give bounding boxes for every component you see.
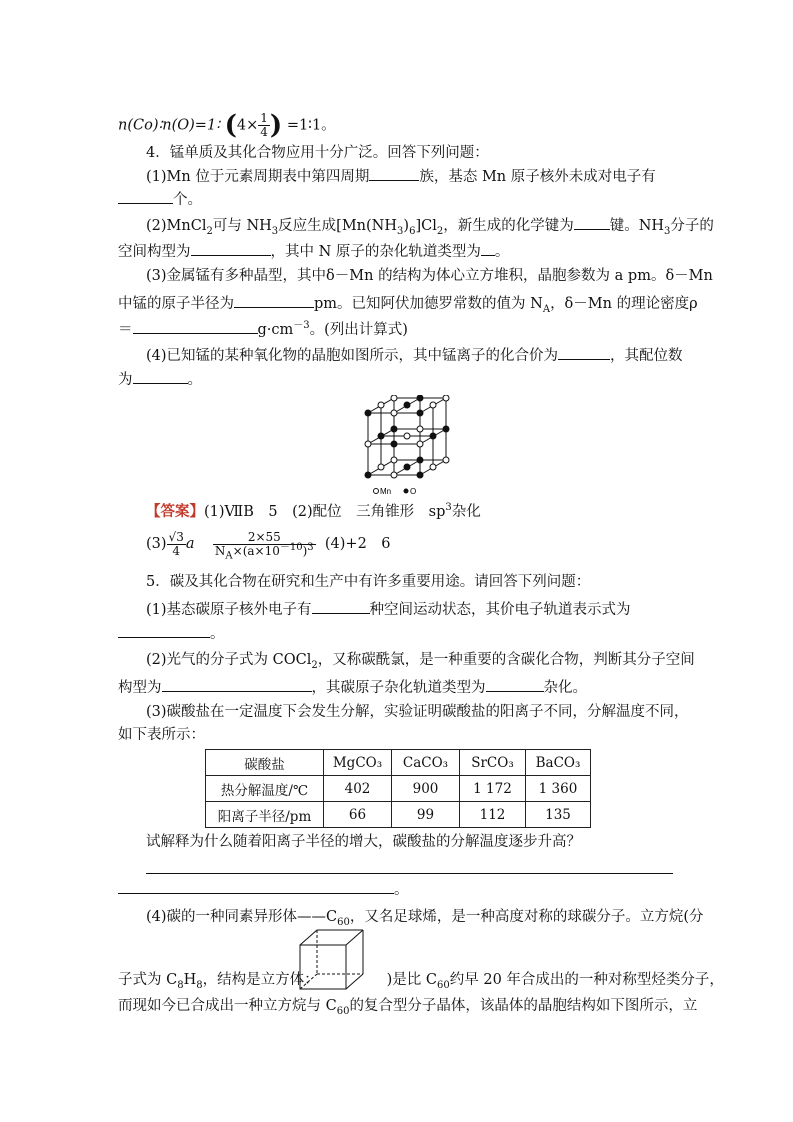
table-cell: 900 <box>392 776 460 802</box>
table-header-row <box>206 750 591 776</box>
legend-o: O <box>410 487 417 496</box>
sub: 2 <box>206 225 213 237</box>
q5-p1-blank-states[interactable] <box>312 598 370 614</box>
q4-p3-f: g·cm <box>257 322 294 338</box>
sub: 60 <box>336 1005 350 1017</box>
q4-p4-blank-coord[interactable] <box>133 368 188 384</box>
q4-p1-text-a: (1)Mn 位于元素周期表中第四周期 <box>146 169 370 185</box>
q4-p3-b: 中锰的原子半径为 <box>118 296 234 312</box>
answer-density-fraction: $\frac{2\times 55}{N_A\times(a\times 10^{-10})^3}$ <box>214 529 314 561</box>
sub: 8 <box>196 979 203 991</box>
sub: 2 <box>436 225 444 237</box>
q4-p2-i: 空间构型为 <box>118 244 191 260</box>
q4-part2-line2 <box>118 240 509 262</box>
q5-p4-a: (4)碳的一种同素异形体——C <box>146 909 338 925</box>
q5-answer-line2-row <box>118 878 409 900</box>
table-cell: 135 <box>526 802 591 828</box>
q5-p4-c: 子式为 C <box>118 972 178 988</box>
q5-part3-line1: (3)碳酸盐在一定温度下会发生分解，实验证明碳酸盐的阳离子不同，分解温度不同， <box>146 704 689 720</box>
q4-p2-f: ，新生成的化学键为 <box>443 218 574 234</box>
sub: 3 <box>397 225 404 237</box>
q4-p2-k: 。 <box>494 244 510 260</box>
answer-1: (1)ⅦB 5 (2)配位 三角锥形 sp <box>204 504 446 520</box>
table-cell: 112 <box>460 802 526 828</box>
q4-p2-blank-geometry[interactable] <box>191 240 271 256</box>
table-cell: 402 <box>324 776 392 802</box>
q4-p2-c: 反应生成[Mn(NH <box>278 218 398 234</box>
sub: 6 <box>409 225 416 237</box>
intro-ratio-line <box>118 112 336 139</box>
q4-p2-b: 可与 NH <box>212 218 272 234</box>
q5-answer-line-1[interactable] <box>146 873 673 874</box>
paren-content: 4× <box>236 117 259 134</box>
q4-p2-j: ，其中 N 原子的杂化轨道类型为 <box>270 244 481 260</box>
q5-p1-a: (1)基态碳原子核外电子有 <box>146 602 312 618</box>
q5-part4-line2 <box>118 970 724 990</box>
q4-p1-blank-unpaired[interactable] <box>118 188 173 204</box>
sub: 3 <box>664 225 671 237</box>
ratio-rhs: =1∶1。 <box>286 117 336 134</box>
sub: 2 <box>311 659 318 671</box>
q4-part1-line1 <box>146 165 656 187</box>
q5-p2-c: 构型为 <box>118 680 162 696</box>
q5-p2-e: 杂化。 <box>543 680 587 696</box>
sub: 8 <box>177 979 184 991</box>
table-header-cell: 碳酸盐 <box>206 750 324 776</box>
q4-p3-blank-density[interactable] <box>133 318 258 334</box>
sub: 60 <box>337 916 350 928</box>
q5-part4-line1 <box>146 907 704 927</box>
q4-p1-text-c: 个。 <box>173 192 202 208</box>
q5-p4-e: ，结构是立方体： <box>202 972 319 988</box>
table-header-cell: CaCO₃ <box>392 750 460 776</box>
sup: 3 <box>445 502 452 514</box>
sup: －3 <box>293 320 310 332</box>
q4-stem: 4．锰单质及其化合物应用十分广泛。回答下列问题： <box>146 145 489 161</box>
q5-part3-line2: 如下表所示： <box>118 727 205 743</box>
q5-p4-g: 约早 20 年合成出的一种对称型烃类分子， <box>449 972 724 988</box>
q4-p2-d: ) <box>403 218 410 234</box>
q5-part2-line2 <box>118 676 587 698</box>
q4-part3-line3 <box>118 318 408 340</box>
q4-p2-a: (2)MnCl <box>146 218 207 234</box>
q5-p2-a: (2)光气的分子式为 COCl <box>146 652 312 668</box>
q4-part1-line2 <box>118 188 202 210</box>
q5-p4-d: H <box>183 972 197 988</box>
legend-mn: Mn <box>380 487 392 496</box>
table-cell: 阳离子半径/pm <box>206 802 324 828</box>
answer-1b: 杂化 <box>451 504 481 520</box>
q5-p2-b: ，又称碳酰氯，是一种重要的含碳化合物，判断其分子空间 <box>317 652 695 668</box>
q5-p4-f: )是比 C <box>386 972 437 988</box>
q5-p1-blank-orbital[interactable] <box>118 622 210 638</box>
q4-part4-line1 <box>146 344 683 366</box>
q4-p2-e: ]Cl <box>415 218 437 234</box>
table-row <box>206 776 591 802</box>
q5-part4-line3 <box>118 996 697 1016</box>
sub: 60 <box>437 979 450 991</box>
q5-p1-c: 。 <box>210 626 225 642</box>
right-paren: ) <box>269 110 283 141</box>
q4-p2-g: 键。NH <box>609 218 665 234</box>
q5-p2-d: ，其碳原子杂化轨道类型为 <box>311 680 486 696</box>
ratio-lhs: n(Co)∶n(O)=1∶ <box>118 117 220 134</box>
q4-p2-blank-bond[interactable] <box>574 214 610 230</box>
q4-p4-a: (4)已知锰的某种氧化物的晶胞如图所示，其中锰离子的化合价为 <box>146 348 559 364</box>
q5-part3-question: 试解释为什么随着阳离子半径的增大，碳酸盐的分解温度逐步升高？ <box>146 834 581 850</box>
q4-p4-c: 为 <box>118 372 133 388</box>
answer-4: (4)+2 6 <box>324 536 391 552</box>
q4-p3-d: ，δ－Mn 的理论密度ρ <box>550 296 698 312</box>
q4-part4-line2 <box>118 368 202 390</box>
sub: A <box>542 303 551 315</box>
q4-p1-text-b: 族，基态 Mn 原子核外未成对电子有 <box>419 169 656 185</box>
table-cell: 1 360 <box>526 776 591 802</box>
q4-part3-line1: (3)金属锰有多种晶型，其中δ－Mn 的结构为体心立方堆积，晶胞参数为 a pm。δ－Mn <box>146 268 713 284</box>
q4-answer-line1 <box>146 502 481 522</box>
answer-tag: 【答案】 <box>146 503 204 520</box>
q4-p3-g: 。(列出计算式) <box>309 322 408 338</box>
q4-answer-line2 <box>146 529 391 561</box>
q4-p3-blank-radius[interactable] <box>234 292 314 308</box>
q5-answer-line-2[interactable] <box>118 878 394 894</box>
q5-p2-blank-shape[interactable] <box>162 676 312 692</box>
table-header-cell: BaCO₃ <box>526 750 591 776</box>
q4-p4-d: 。 <box>187 372 202 388</box>
q4-p3-c: pm。已知阿伏加德罗常数的值为 N <box>314 296 543 312</box>
q5-p4-h: 而现如今已合成出一种立方烷与 C <box>118 998 337 1014</box>
q5-part1-line1 <box>146 598 631 620</box>
answer-3-a: a <box>185 536 195 552</box>
table-header-cell: SrCO₃ <box>460 750 526 776</box>
q4-p3-e: ＝ <box>118 322 133 338</box>
carbonate-table <box>205 749 591 828</box>
q5-p4-i: 的复合型分子晶体，该晶体的晶胞结构如下图所示，立 <box>349 998 698 1014</box>
q5-p2-blank-hybrid[interactable] <box>486 676 544 692</box>
q4-p2-h: 分子的 <box>670 218 714 234</box>
q5-p3-end: 。 <box>394 882 409 898</box>
q4-part2-line1 <box>146 214 714 236</box>
crystal-cell-figure <box>362 395 454 497</box>
q4-p2-blank-hybrid[interactable] <box>481 240 495 256</box>
left-paren: ( <box>224 110 237 141</box>
table-cell: 99 <box>392 802 460 828</box>
table-cell: 66 <box>324 802 392 828</box>
q5-p1-b: 种空间运动状态，其价电子轨道表示式为 <box>369 602 631 618</box>
q5-part2-line1 <box>146 650 695 670</box>
q4-p4-b: ，其配位数 <box>610 348 683 364</box>
table-header-cell: MgCO₃ <box>324 750 392 776</box>
q5-stem: 5．碳及其化合物在研究和生产中有许多重要用途。请回答下列问题： <box>146 574 591 590</box>
q5-p4-b: ，又名足球烯，是一种高度对称的球碳分子。立方烷(分 <box>349 909 704 925</box>
answer-3-label: (3) <box>146 536 167 552</box>
table-row <box>206 802 591 828</box>
q4-part3-line2 <box>118 292 698 314</box>
table-cell: 1 172 <box>460 776 526 802</box>
table-cell: 热分解温度/℃ <box>206 776 324 802</box>
q5-part1-line2 <box>118 622 225 644</box>
answer-radius-fraction: $\frac{√3}{4}$ <box>168 529 184 558</box>
sub: 3 <box>271 225 279 237</box>
q4-p4-blank-valence[interactable] <box>558 344 610 360</box>
fraction-quarter: $\frac{1}{4}$ <box>260 111 268 139</box>
q4-p1-blank-group[interactable] <box>369 165 419 181</box>
